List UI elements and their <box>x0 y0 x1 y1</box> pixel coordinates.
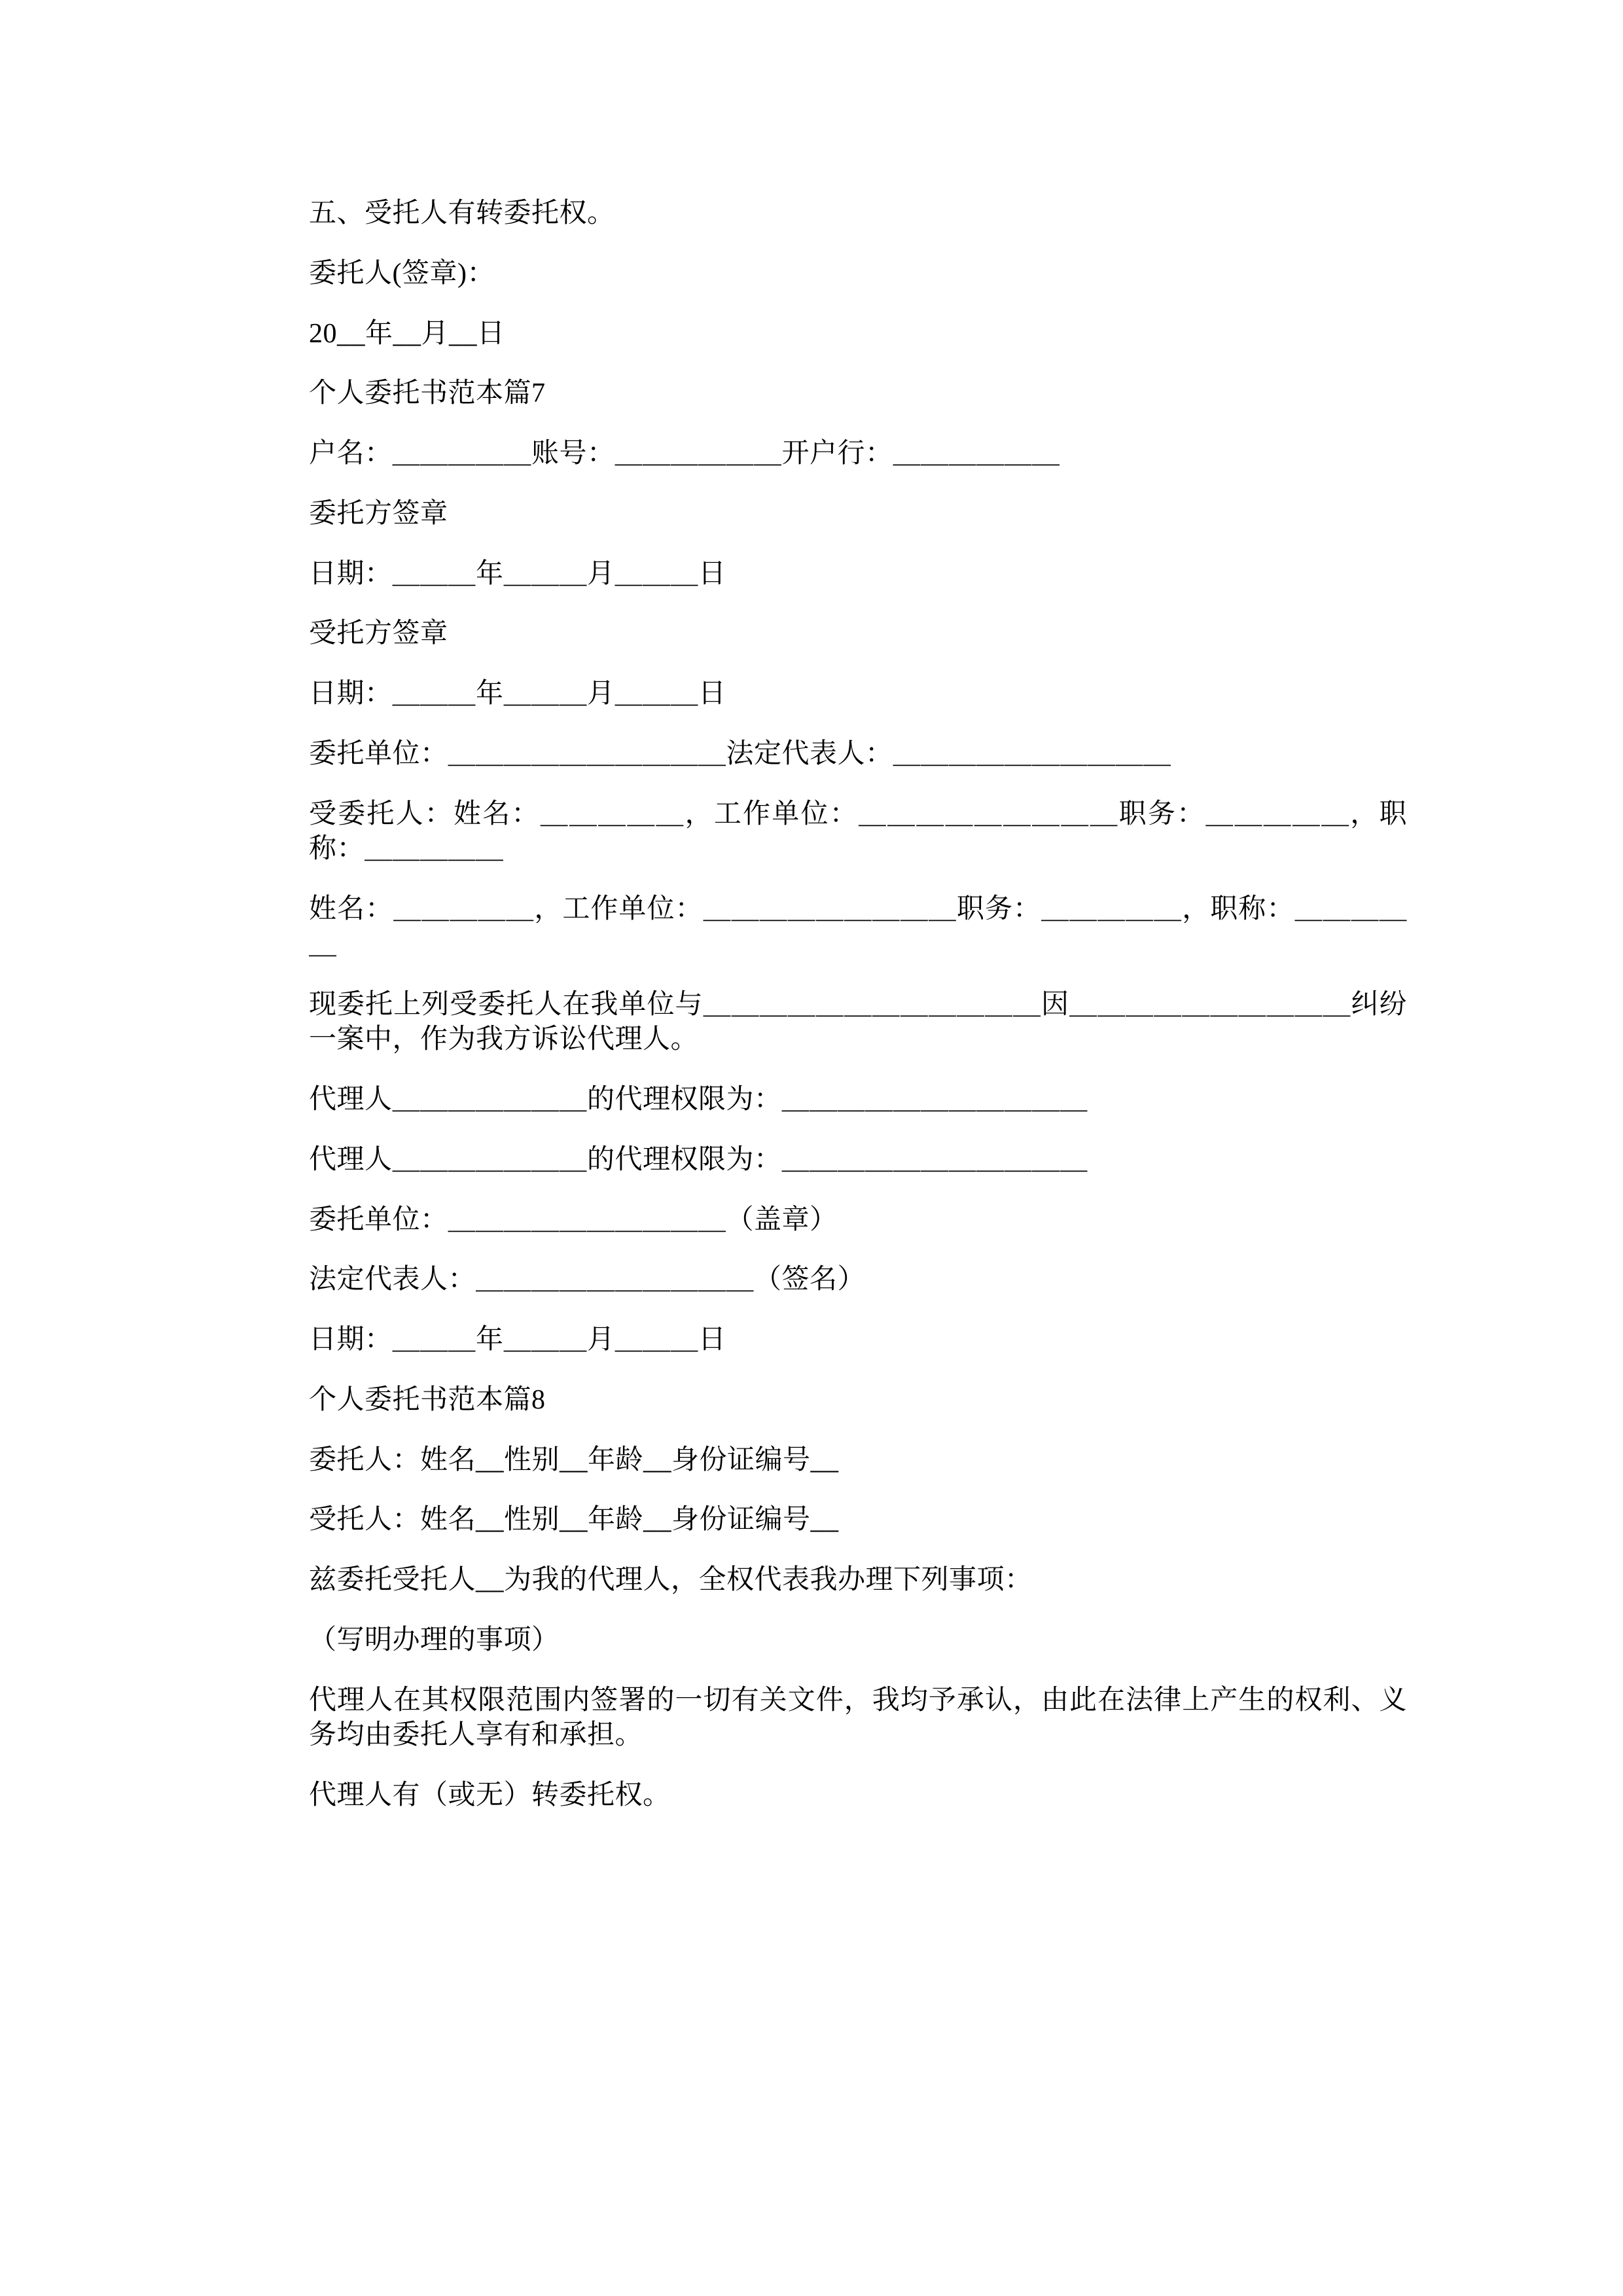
paragraph-trustee-details: 受托人：姓名__性别__年龄__身份证编号__ <box>309 1505 839 1535</box>
paragraph-clause-five: 五、受托人有转委托权。 <box>309 198 615 228</box>
paragraph-agent-authority-1: 代理人＿＿＿＿＿＿＿的代理权限为：＿＿＿＿＿＿＿＿＿＿＿ <box>309 1085 1088 1115</box>
heading-sample-8: 个人委托书范本篇8 <box>309 1384 546 1415</box>
paragraph-date-line-1: 20__年__月__日 <box>309 318 505 349</box>
paragraph-entrusted-person-1: 受委托人：姓名：＿＿＿＿＿，工作单位：＿＿＿＿＿＿＿＿＿职务：＿＿＿＿＿，职称：＿＿＿＿＿ <box>309 798 1407 865</box>
paragraph-acknowledgement: 代理人在其权限范围内签署的一切有关文件，我均予承认，由此在法律上产生的权利、义务均由委托人享有和承担。 <box>309 1685 1407 1751</box>
paragraph-sub-delegation: 代理人有（或无）转委托权。 <box>309 1780 671 1810</box>
paragraph-principal-signature: 委托人(签章)： <box>309 258 495 289</box>
paragraph-entrusting-unit-stamp: 委托单位：＿＿＿＿＿＿＿＿＿＿（盖章） <box>309 1204 838 1235</box>
paragraph-legal-representative-sign: 法定代表人：＿＿＿＿＿＿＿＿＿＿（签名） <box>309 1265 866 1295</box>
paragraph-entrusting-unit: 委托单位：＿＿＿＿＿＿＿＿＿＿法定代表人：＿＿＿＿＿＿＿＿＿＿ <box>309 738 1171 769</box>
paragraph-principal-details: 委托人：姓名__性别__年龄__身份证编号__ <box>309 1444 839 1475</box>
paragraph-agent-authority-2: 代理人＿＿＿＿＿＿＿的代理权限为：＿＿＿＿＿＿＿＿＿＿＿ <box>309 1144 1088 1175</box>
paragraph-appointment-statement: 兹委托受托人__为我的代理人，全权代表我办理下列事项： <box>309 1565 1033 1595</box>
heading-sample-7: 个人委托书范本篇7 <box>309 378 546 409</box>
paragraph-account-info: 户名：＿＿＿＿＿账号：＿＿＿＿＿＿开户行：＿＿＿＿＿＿ <box>309 439 1060 469</box>
paragraph-date-line-2: 日期：＿＿＿年＿＿＿月＿＿＿日 <box>309 558 726 589</box>
paragraph-date-line-3: 日期：＿＿＿年＿＿＿月＿＿＿日 <box>309 679 726 709</box>
paragraph-entrusting-party-seal: 委托方签章 <box>309 498 448 529</box>
paragraph-date-line-4: 日期：＿＿＿年＿＿＿月＿＿＿日 <box>309 1325 726 1355</box>
paragraph-entrusted-person-2: 姓名：＿＿＿＿＿，工作单位：＿＿＿＿＿＿＿＿＿职务：＿＿＿＿＿，职称：＿＿＿＿＿ <box>309 894 1407 960</box>
document-body <box>294 196 1407 1814</box>
paragraph-matters-note: （写明办理的事项） <box>309 1624 560 1655</box>
paragraph-entrustment-statement: 现委托上列受委托人在我单位与＿＿＿＿＿＿＿＿＿＿＿＿因＿＿＿＿＿＿＿＿＿＿纠纷一案中，作为我方诉讼代理人。 <box>309 989 1407 1055</box>
paragraph-entrusted-party-seal: 受托方签章 <box>309 619 448 649</box>
